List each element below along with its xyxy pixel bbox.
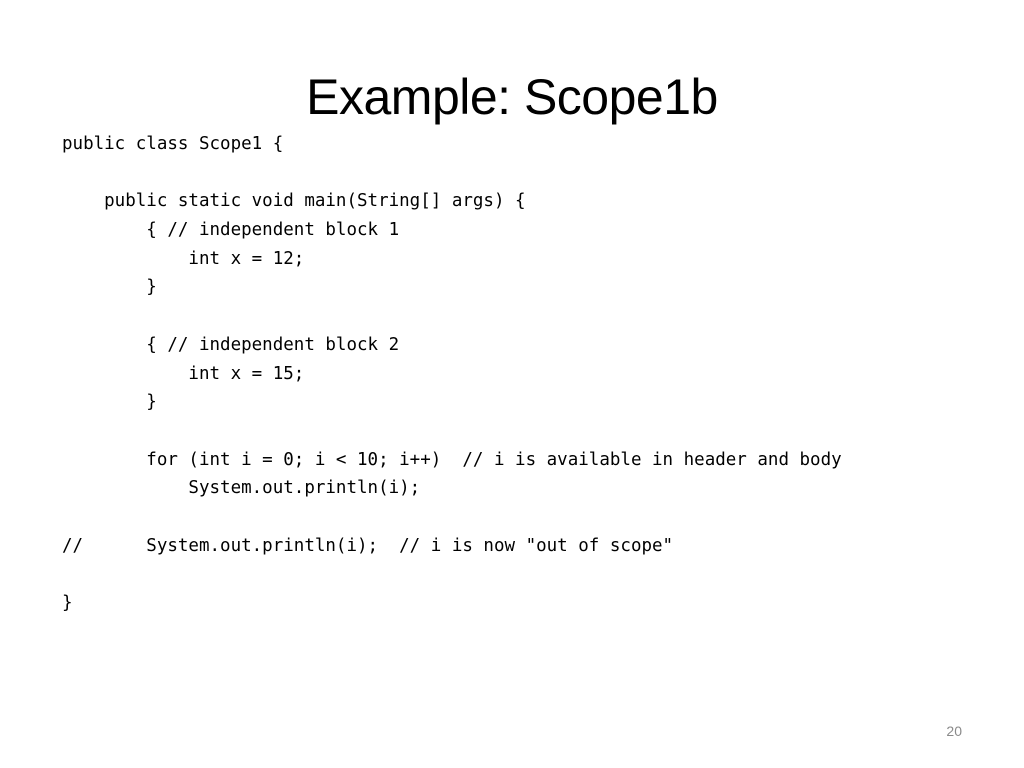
code-line: } [62, 392, 157, 413]
slide-title: Example: Scope1b [306, 69, 718, 125]
code-line: { // independent block 1 [62, 220, 400, 241]
code-line: int x = 15; [62, 363, 305, 384]
code-line [62, 503, 962, 532]
code-block [62, 130, 962, 618]
code-line: // System.out.println(i); // i is now "out of scope" [62, 535, 674, 556]
code-line: public static void main(String[] args) { [62, 191, 526, 212]
code-line: int x = 12; [62, 248, 305, 269]
code-line: { // independent block 2 [62, 334, 400, 355]
page-number: 20 [946, 723, 962, 739]
code-line [62, 302, 962, 331]
code-line [62, 560, 962, 589]
code-line: for (int i = 0; i < 10; i++) // i is available in header and body [62, 449, 842, 470]
code-line: } [62, 277, 157, 298]
code-line [62, 159, 962, 188]
code-line: } [62, 593, 73, 613]
code-line [62, 417, 962, 446]
code-line: public class Scope1 { [62, 134, 284, 154]
code-line: System.out.println(i); [62, 478, 421, 499]
